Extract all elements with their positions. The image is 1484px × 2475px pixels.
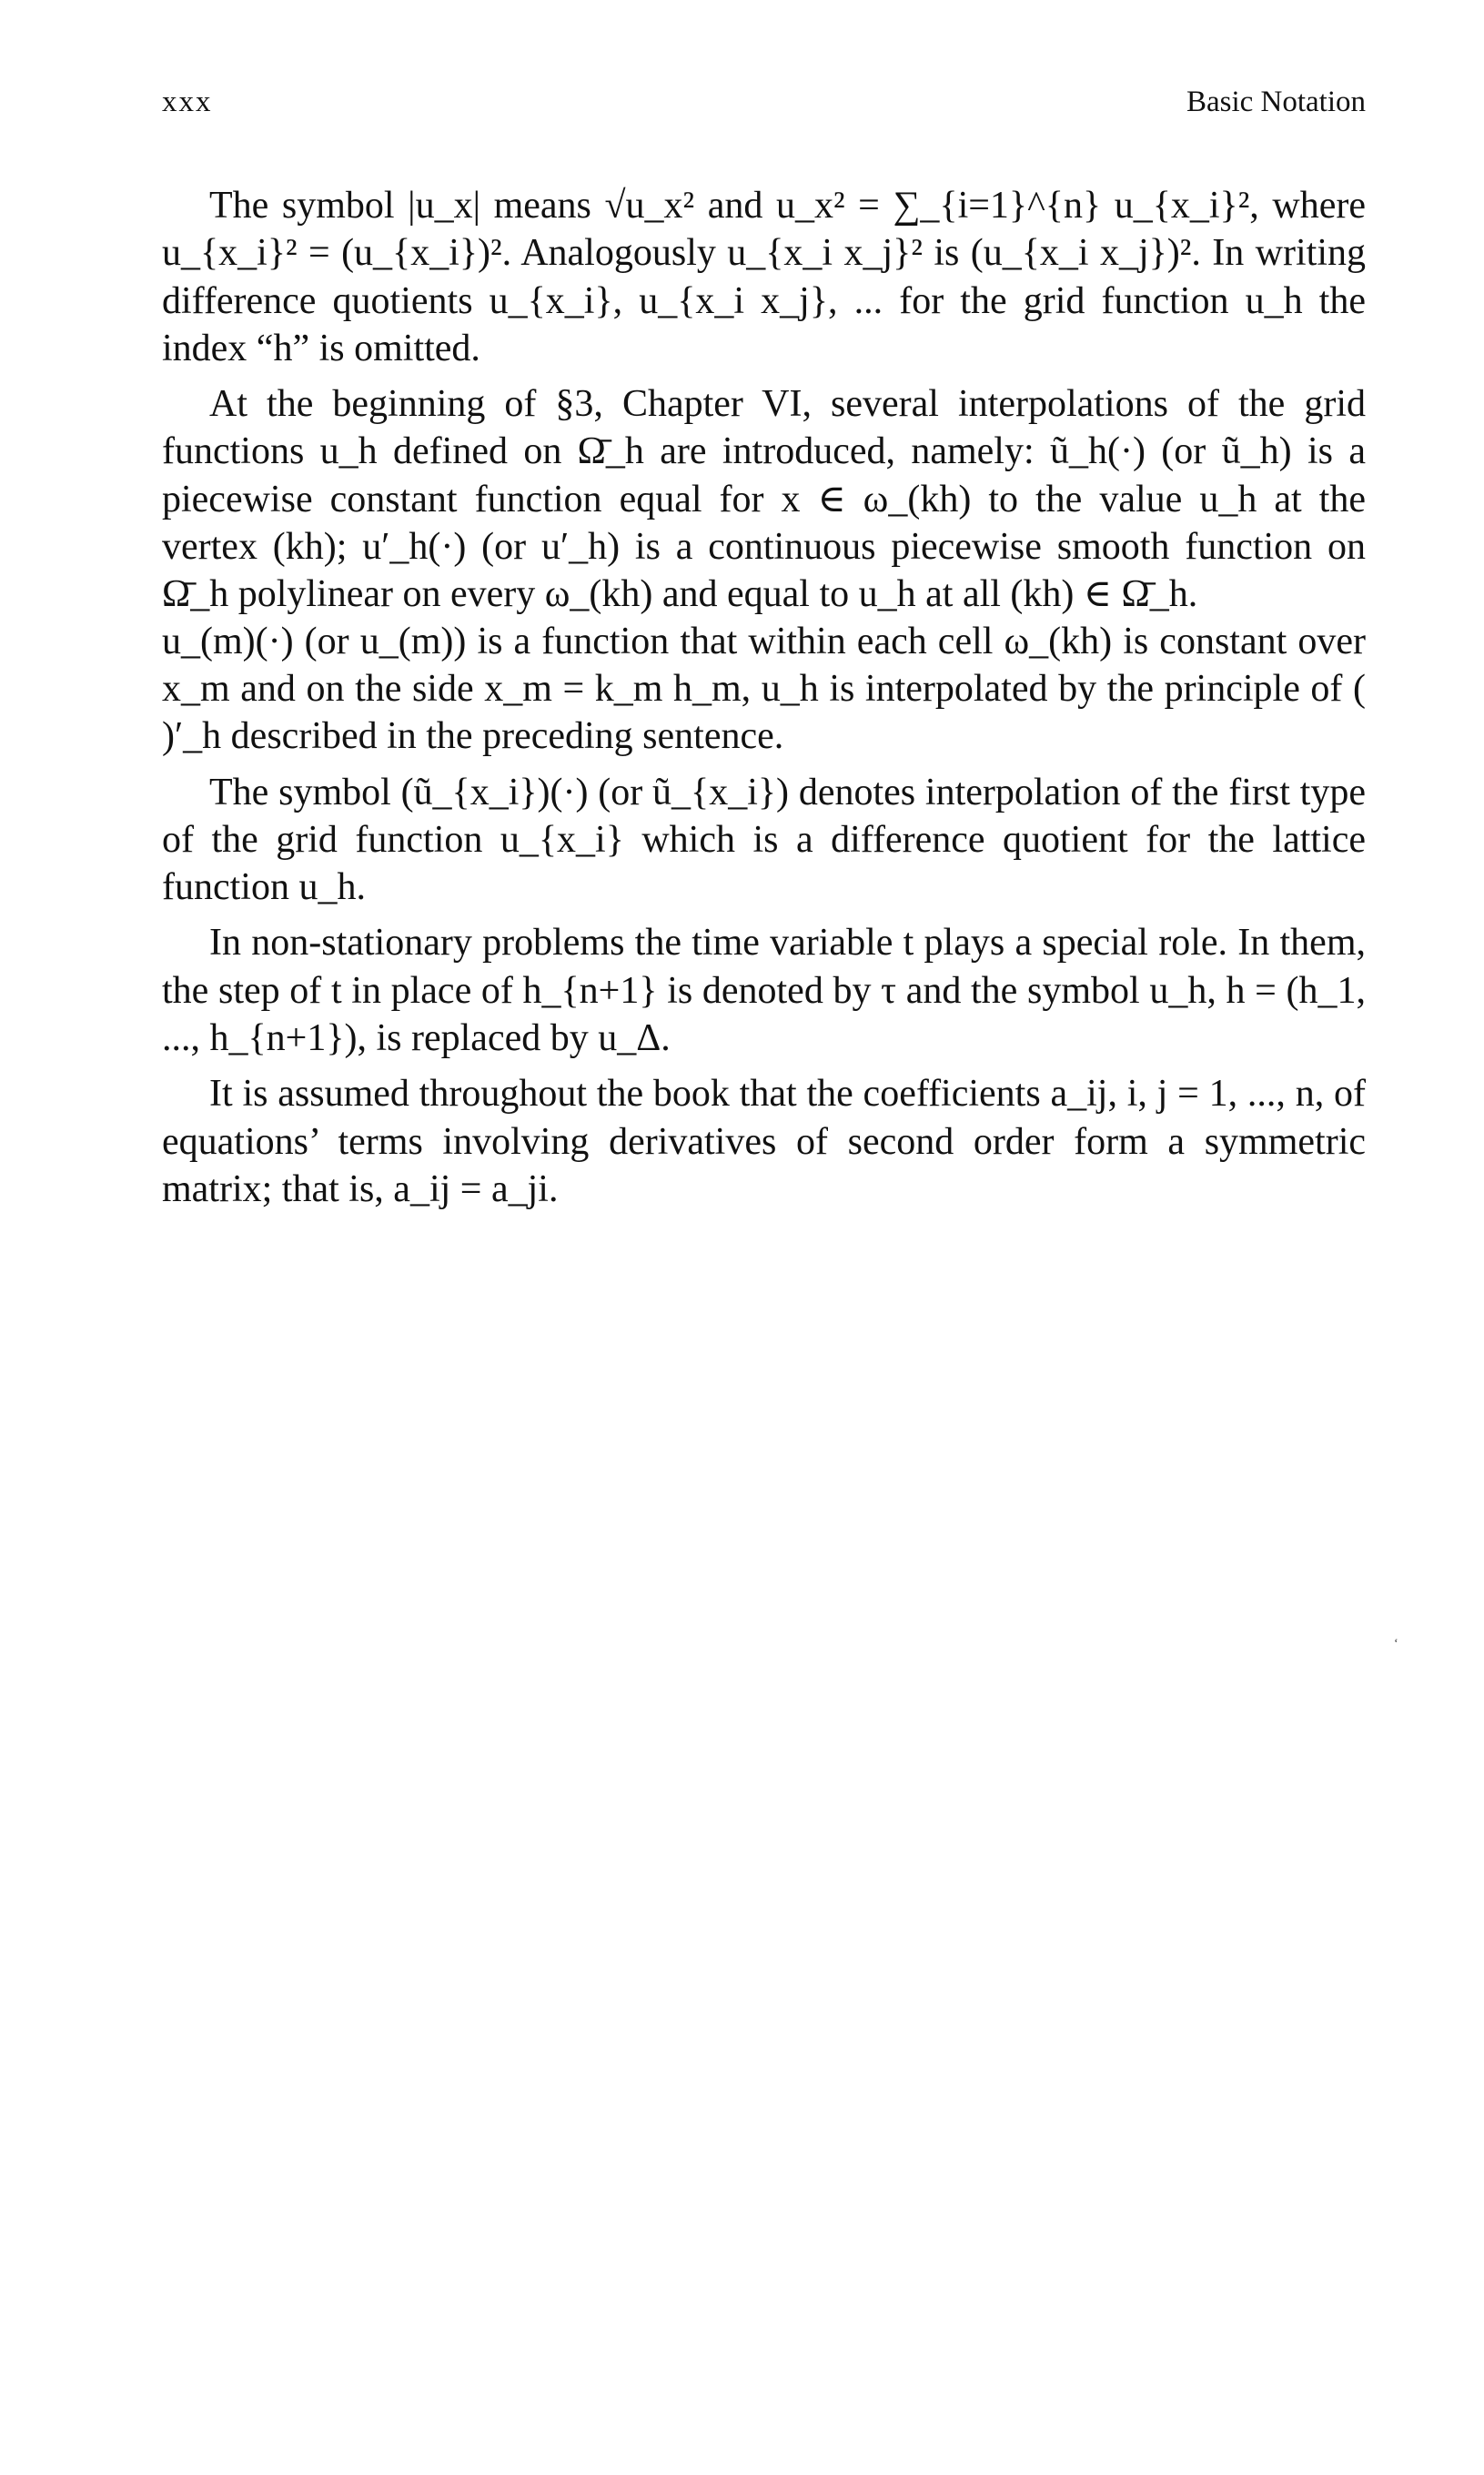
- body-text: [162, 182, 1366, 1213]
- paragraph-difference-quotient: The symbol (ũ_{x_i})(·) (or ũ_{x_i}) denotes interpolation of the first type of the grid function u_{x_i} which is a difference quotient for the lattice function u_h.: [162, 771, 1366, 909]
- paragraph-time-variable: In non-stationary problems the time variable t plays a special role. In them, the step of t in place of h_{n+1} is denoted by τ and the symbol u_h, h = (h_1, ..., h_{n+1}), is replaced by u_Δ.: [162, 922, 1366, 1060]
- stray-mark: ʻ: [1394, 1637, 1398, 1651]
- running-head: [162, 80, 1366, 124]
- paragraph-symbol-definitions: The symbol |u_x| means √u_x² and u_x² = ∑_{i=1}^{n} u_{x_i}², where u_{x_i}² = (u_{x_i})². Analogously u_{x_i x_j}² is (u_{x_i x_j})². In writing difference quotients u_{x_i}, u_{x_i x_j}, ... for the grid function u_h the index “h” is omitted.: [162, 185, 1366, 369]
- page-number: xxx: [162, 86, 213, 118]
- paragraph-interpolation-m: u_(m)(·) (or u_(m)) is a function that within each cell ω_(kh) is constant over x_m and on the side x_m = k_m h_m, u_h is interpolated by the principle of ( )′_h described in the preceding sentence.: [162, 620, 1366, 758]
- paragraph-symmetric-matrix: It is assumed throughout the book that the coefficients a_ij, i, j = 1, ..., n, of equations’ terms involving derivatives of second order form a symmetric matrix; that is, a_ij = a_ji.: [162, 1073, 1366, 1210]
- paragraph-interpolations: At the beginning of §3, Chapter VI, several interpolations of the grid functions u_h defined on Ω̄_h are introduced, namely: ũ_h(·) (or ũ_h) is a piecewise constant function equal for x ∈ ω_(kh) to the value u_h at the vertex (kh); u′_h(·) (or u′_h) is a continuous piecewise smooth function on Ω̄_h polylinear on every ω_(kh) and equal to u_h at all (kh) ∈ Ω̄_h.: [162, 383, 1366, 616]
- section-title: Basic Notation: [1186, 86, 1366, 118]
